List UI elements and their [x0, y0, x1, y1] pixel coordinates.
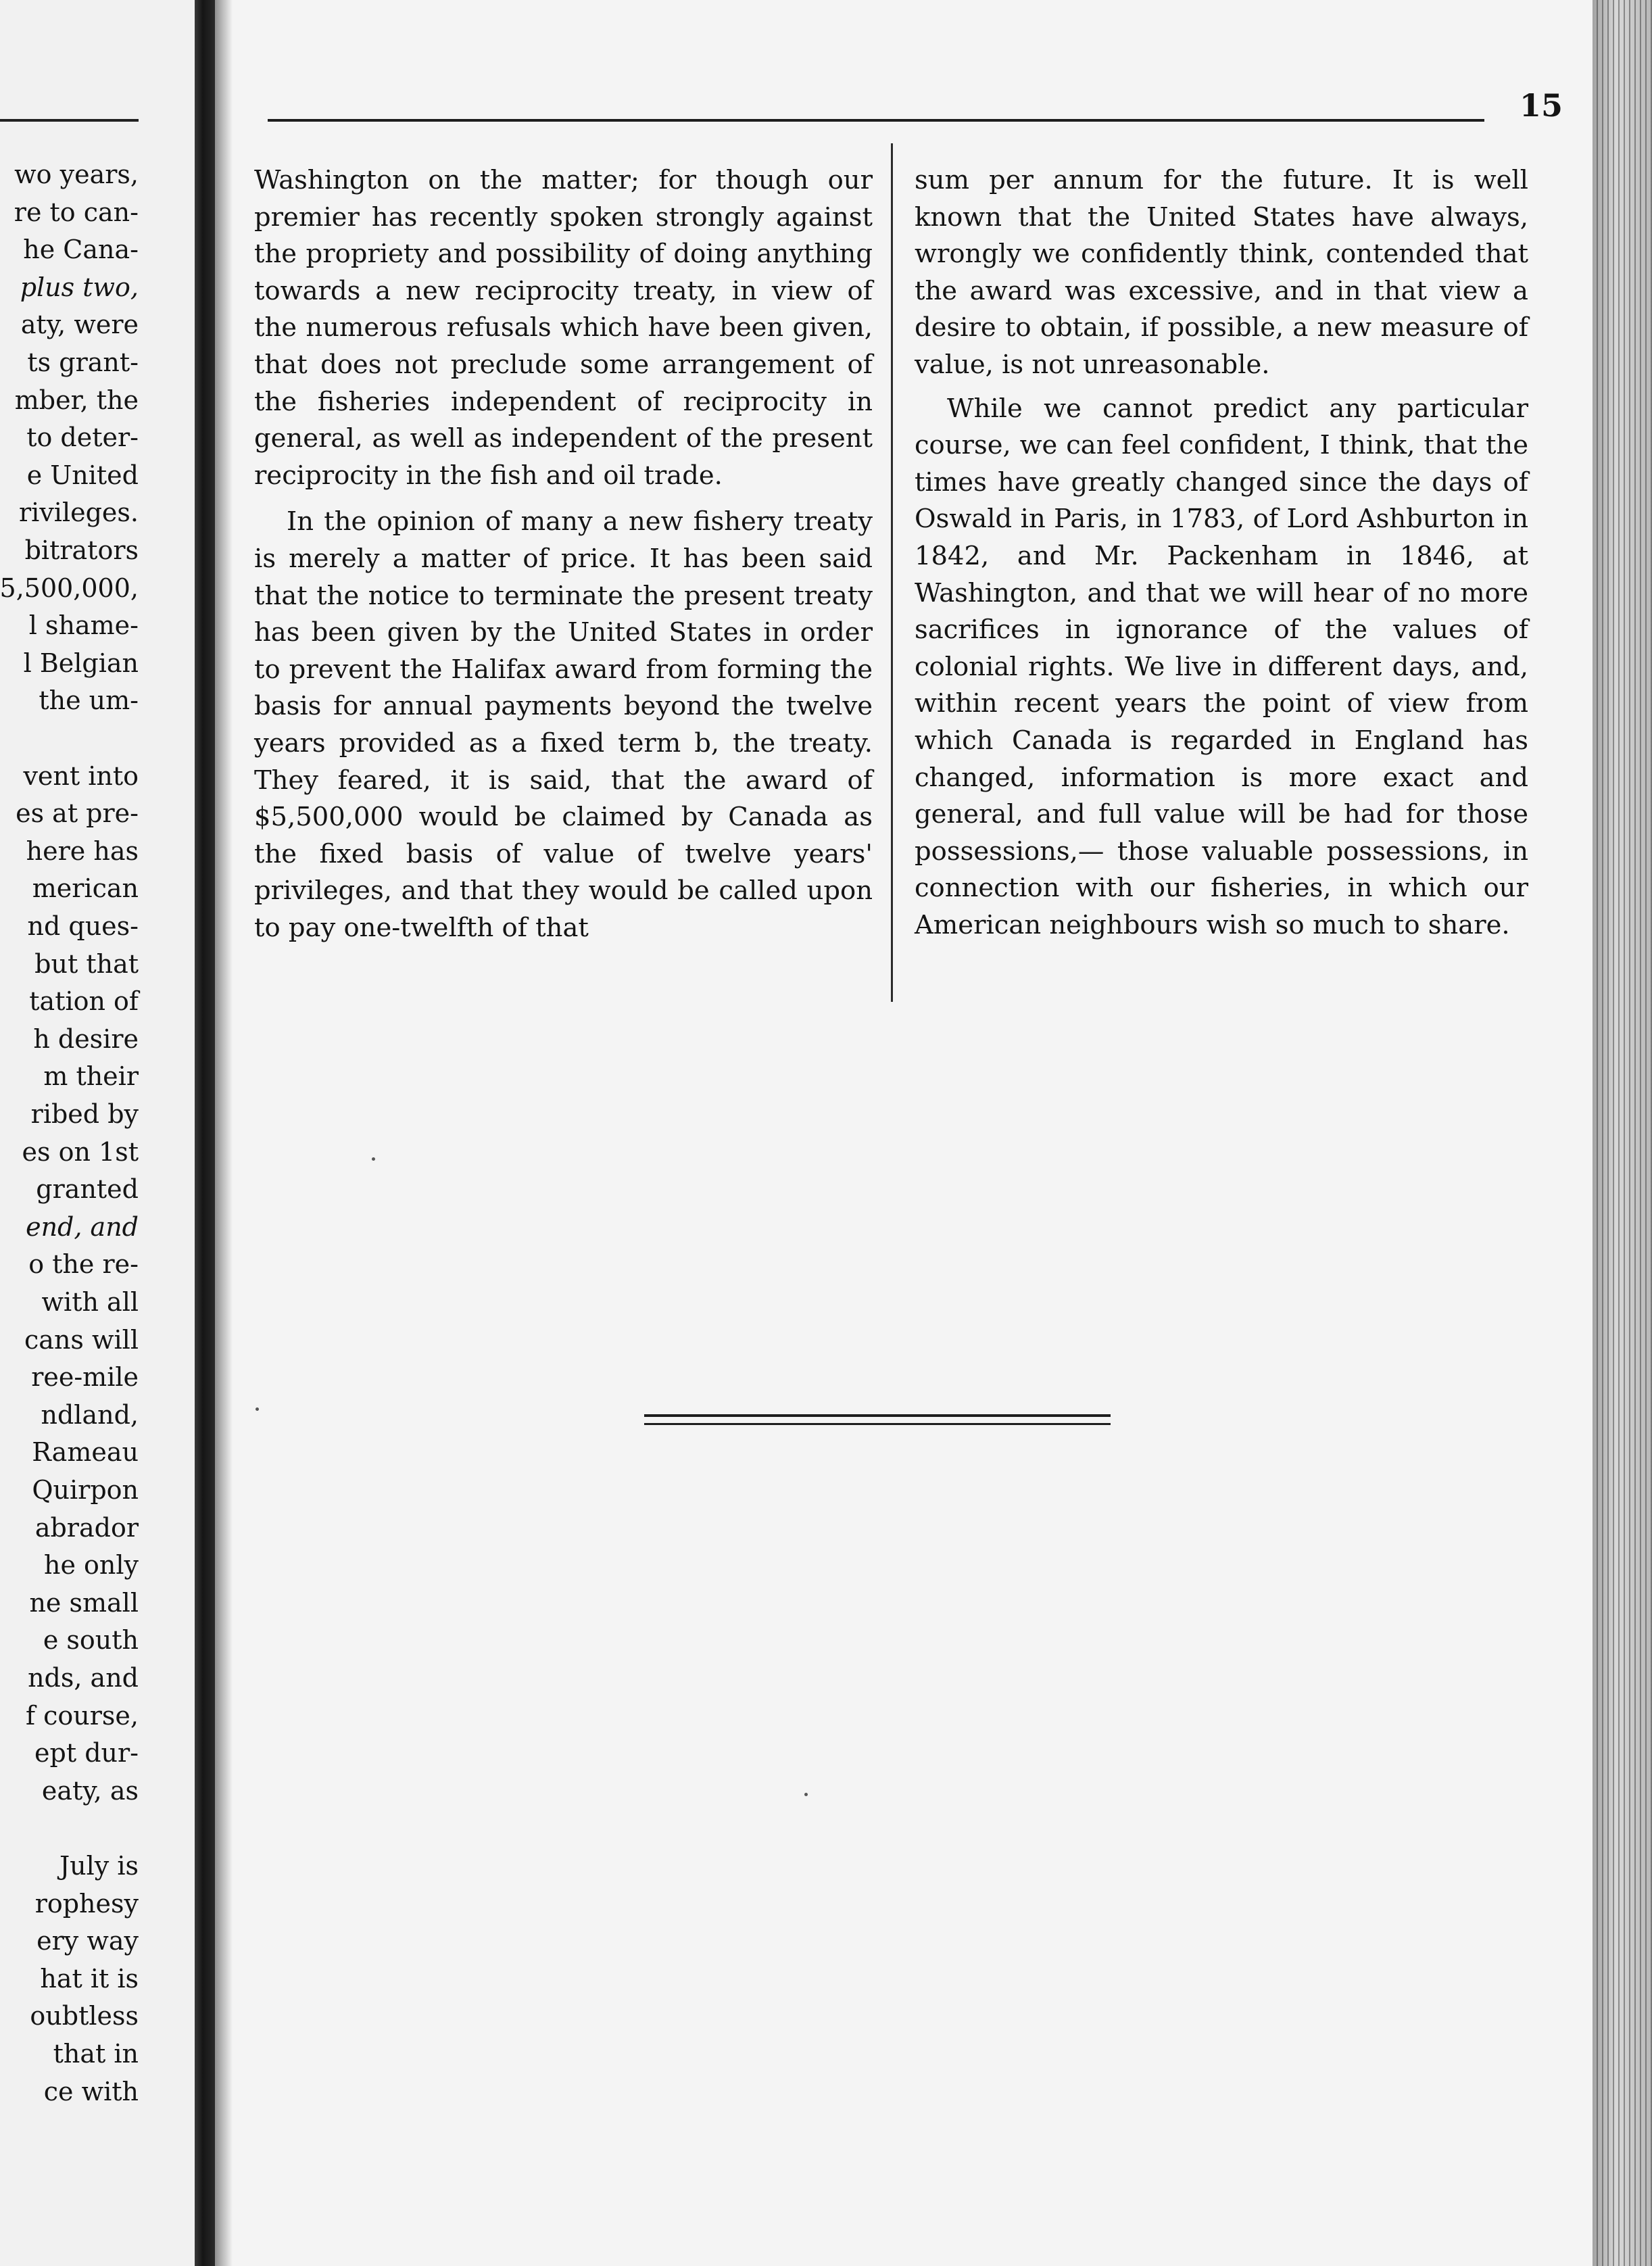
left-page-line-fragment: hat it is	[40, 1963, 139, 1994]
left-page-line-fragment: ree-mile	[31, 1362, 139, 1393]
left-page-line-fragment: o the re-	[28, 1249, 139, 1280]
left-page-line-fragment: nd ques-	[27, 911, 139, 941]
book-page-edges-shade	[1593, 0, 1652, 2266]
left-page-line-fragment: wo years,	[14, 160, 139, 189]
left-page-line-fragment: ne small	[29, 1587, 139, 1618]
scan-speck	[804, 1793, 808, 1796]
left-page-line-fragment: but that	[34, 948, 139, 979]
left-page-line-fragment: es at pre-	[16, 798, 139, 829]
left-page-line-fragment: m their	[43, 1061, 139, 1092]
left-page-line-fragment: nds, and	[28, 1663, 139, 1693]
left-page-line-fragment: e south	[43, 1625, 139, 1656]
left-page-line-fragment: vent into	[23, 761, 139, 791]
left-page-line-fragment: ribed by	[30, 1099, 139, 1129]
left-page-line-fragment: he only	[43, 1550, 139, 1581]
header-rule	[268, 119, 1484, 122]
left-page-line-fragment: f course,	[25, 1700, 139, 1731]
left-page-line-fragment: rivileges.	[19, 498, 139, 528]
scan-speck	[372, 1157, 375, 1161]
left-page-line-fragment: e United	[26, 460, 139, 490]
right-column-paragraph-1: sum per annum for the future. It is well known that the United States have always, wrongly we confidently think, contended that the award was excessive, and in that view a desire to obtain, if possible, a new measure of value, is not unreasonable.	[915, 165, 1528, 380]
left-page-line-fragment: mber, the	[14, 385, 139, 415]
left-page-line-fragment: l Belgian	[23, 648, 139, 678]
left-page-line-fragment: plus two,	[20, 272, 139, 302]
left-page-line-fragment: abrador	[34, 1512, 139, 1543]
left-page-line-fragment: tation of	[29, 986, 139, 1017]
left-page-line-fragment: cans will	[24, 1324, 139, 1355]
left-page-line-fragment: aty, were	[20, 310, 139, 340]
left-page-line-fragment: ts grant-	[27, 347, 139, 377]
left-facing-page	[0, 0, 196, 2266]
left-page-line-fragment: with all	[41, 1287, 139, 1317]
left-page-line-fragment: es on 1st	[22, 1136, 139, 1167]
scan-speck	[256, 1407, 259, 1411]
left-page-line-fragment: bitrators	[24, 535, 139, 565]
left-page-line-fragment: h desire	[33, 1023, 139, 1054]
left-page-line-fragment: he Cana-	[23, 235, 139, 265]
left-column-paragraph-2: In the opinion of many a new fishery treaty is merely a matter of price. It has been said that the notice to terminate the present treaty has been given by the United States in order to prevent the Halifax award from forming the basis for annual payments beyond the twelve years provided as a fixed term b, the treaty. They feared, it is said, that the award of $5,500,000 would be claimed by Canada as the fixed basis of value of twelve years' privileges, and that they would be called upon to pay one-twelfth of that	[254, 506, 873, 943]
left-page-line-fragment: oubtless	[30, 2001, 139, 2031]
left-column	[254, 162, 873, 946]
left-page-line-fragment: re to can-	[14, 197, 139, 227]
left-page-line-fragment: l shame-	[28, 610, 139, 641]
left-page-line-fragment: Rameau	[32, 1437, 139, 1468]
left-page-line-fragment: July is	[59, 1851, 139, 1881]
left-page-line-fragment: the um-	[39, 685, 139, 716]
left-page-line-fragment: here has	[26, 836, 139, 866]
page-number: 15	[1520, 87, 1563, 124]
left-column-paragraph-1: Washington on the matter; for though our premier has recently spoken strongly against the propriety and possibility of doing anything towards a new reciprocity treaty, in view of the numerous refusals which have been given, that does not preclude some arrangement of the fisheries independent of reciprocity in general, as well as independent of the present reciprocity in the fish and oil trade.	[254, 165, 873, 491]
right-column	[915, 162, 1528, 944]
left-page-line-fragment: end, and	[26, 1211, 139, 1242]
left-page-line-fragment: ery way	[37, 1926, 139, 1956]
left-page-line-fragment: ept dur-	[34, 1738, 139, 1768]
left-page-top-rule	[0, 119, 139, 122]
left-page-line-fragment: eaty, as	[41, 1775, 139, 1806]
left-page-line-fragment: that in	[53, 2039, 139, 2069]
column-divider	[891, 143, 893, 1002]
gutter-shadow	[215, 0, 233, 2266]
left-page-line-fragment: to deter-	[26, 423, 139, 453]
left-page-line-fragment: 5,500,000,	[0, 573, 139, 603]
end-of-text-double-rule	[644, 1414, 1111, 1428]
left-page-line-fragment: ndland,	[41, 1399, 139, 1430]
left-page-line-fragment: ce with	[43, 2076, 139, 2106]
page-15	[215, 0, 1593, 2266]
left-page-line-fragment: rophesy	[34, 1888, 139, 1919]
book-gutter	[195, 0, 215, 2266]
left-page-line-fragment: merican	[32, 873, 139, 904]
right-column-paragraph-2: While we cannot predict any particular course, we can feel confident, I think, that the times have greatly changed since the days of Oswald in Paris, in 1783, of Lord Ashburton in 1842, and Mr. Packenham in 1846, at Washington, and that we will hear of no more sacrifices in ignorance of the values of colonial rights. We live in different days, and, within recent years the point of view from which Canada is regarded in England has changed, information is more exact and general, and full value will be had for those possessions,— those valuable possessions, in connection with our fisheries, in which our American neighbours wish so much to share.	[915, 393, 1528, 940]
left-page-line-fragment: Quirpon	[32, 1475, 139, 1505]
left-page-line-fragment: granted	[36, 1174, 139, 1205]
